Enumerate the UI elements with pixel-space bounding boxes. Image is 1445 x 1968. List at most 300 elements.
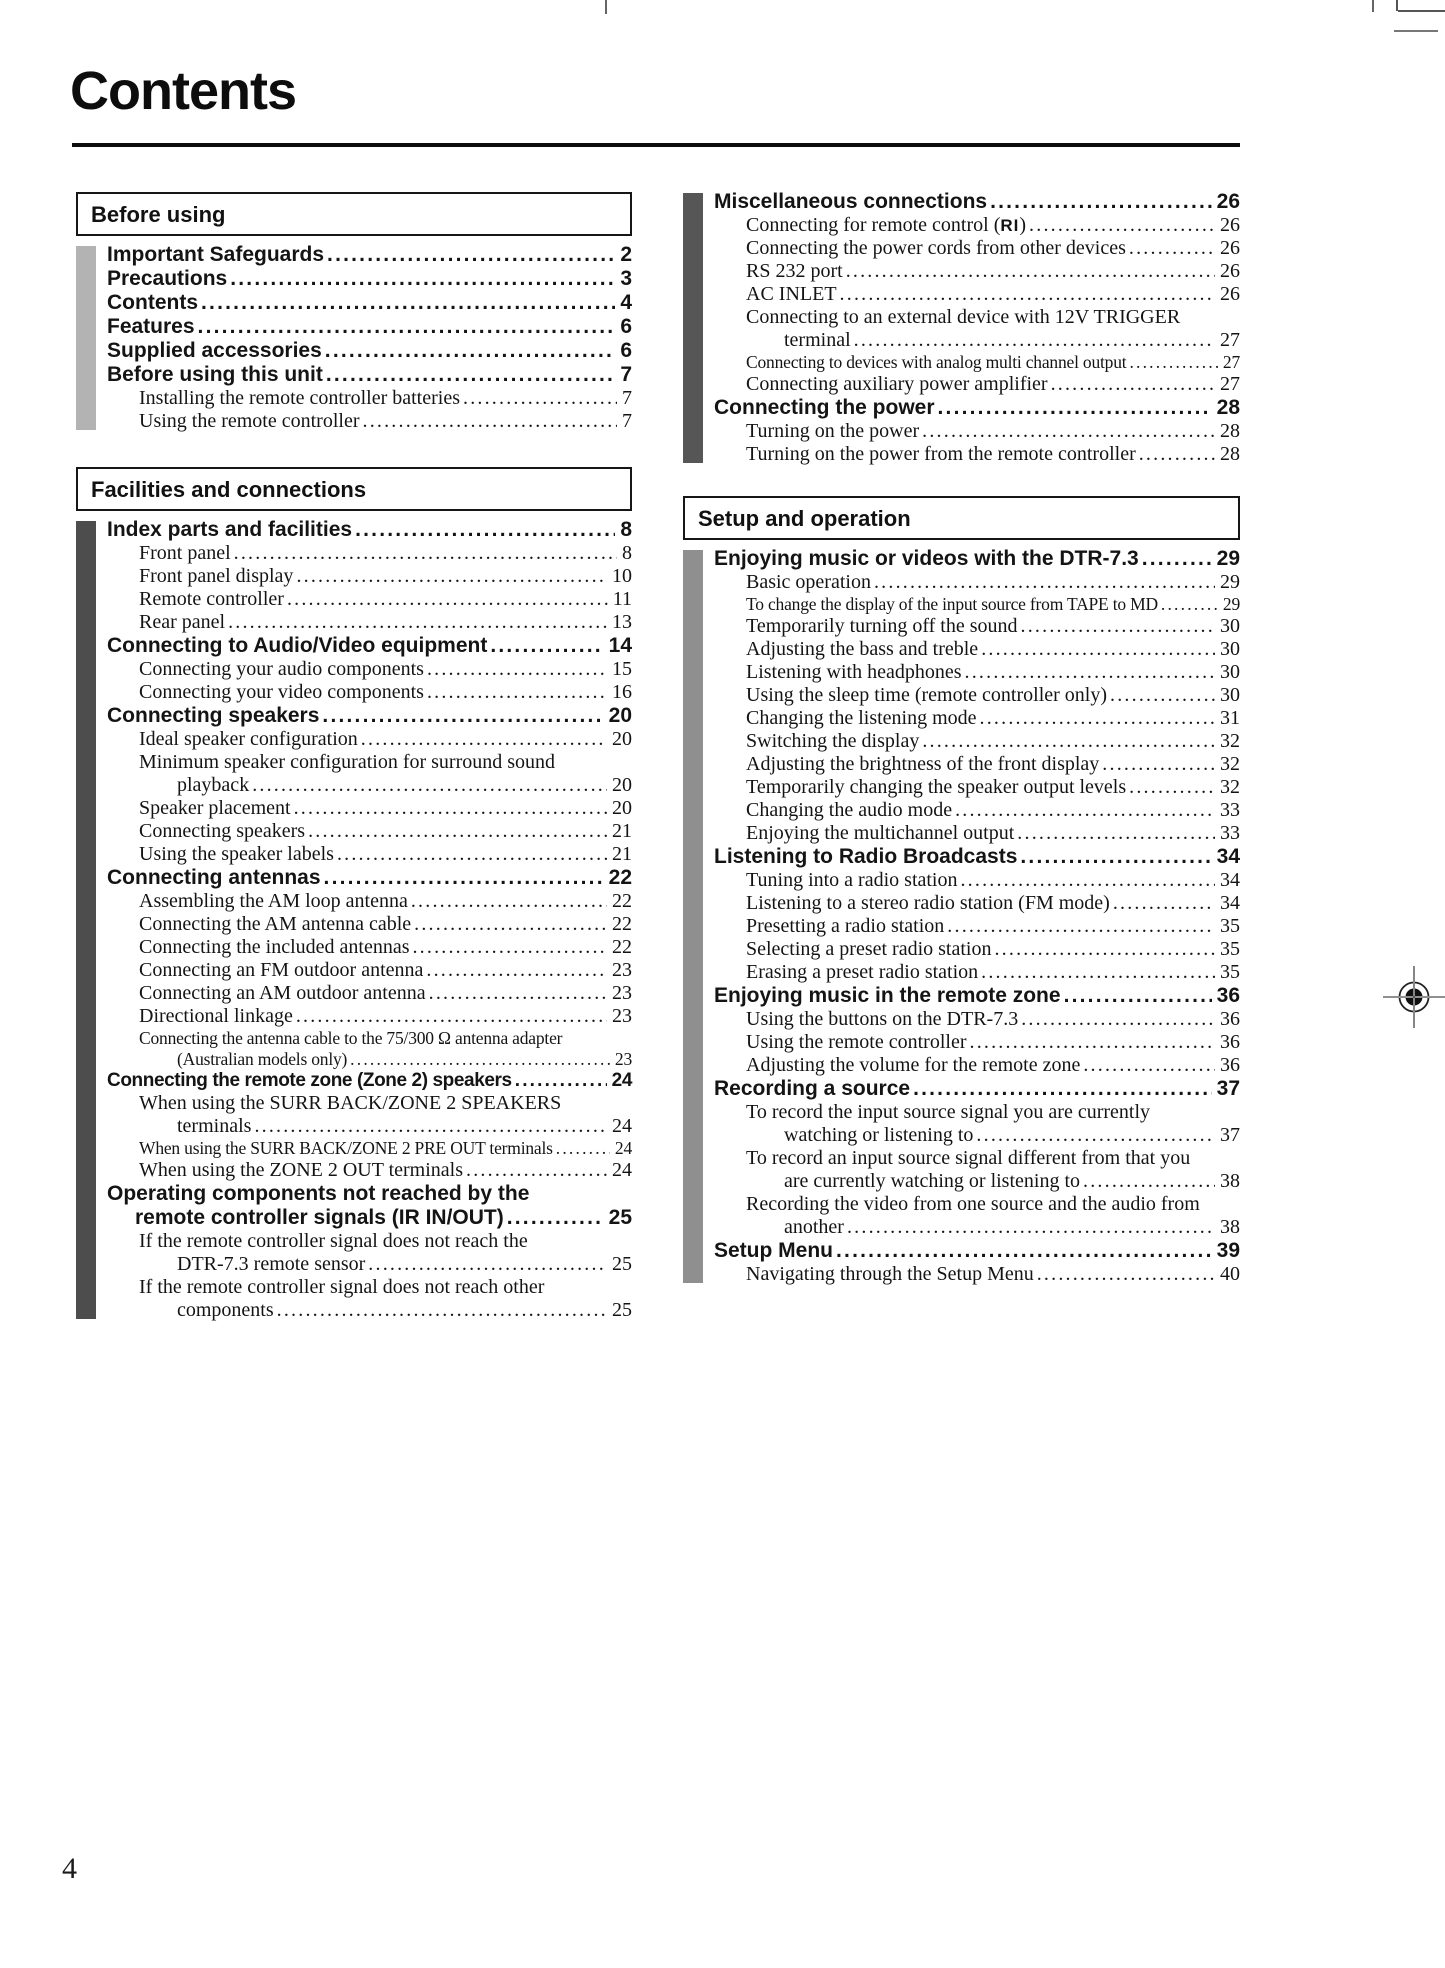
toc-entry-label: Precautions xyxy=(107,267,228,290)
dot-leader xyxy=(1017,822,1215,845)
page-ref: 27 xyxy=(1220,329,1240,351)
toc-entry-row xyxy=(714,984,1240,1008)
toc-entry-label: Erasing a preset radio station xyxy=(746,961,979,983)
toc-entry-row xyxy=(714,396,1240,420)
toc-entry-label: Remote controller xyxy=(139,588,284,610)
dot-leader xyxy=(981,961,1215,984)
dot-leader xyxy=(350,1049,610,1070)
dot-leader xyxy=(970,1031,1216,1054)
dot-leader xyxy=(294,797,607,820)
toc-entry-row xyxy=(746,776,1240,799)
page-ref: 34 xyxy=(1216,845,1240,868)
dot-leader xyxy=(922,730,1215,753)
dot-leader xyxy=(1110,684,1215,707)
dot-leader xyxy=(252,774,607,797)
page-ref: 31 xyxy=(1220,707,1240,729)
toc-entry-label: Speaker placement xyxy=(139,797,291,819)
toc-entry-row xyxy=(746,938,1240,961)
toc-entry-row xyxy=(139,751,632,774)
page-ref: 29 xyxy=(1220,571,1240,593)
toc-entry-row xyxy=(177,1049,632,1070)
dot-leader xyxy=(507,1206,604,1230)
toc-entry-label: Installing the remote controller batteries xyxy=(139,387,460,409)
toc-entry-row xyxy=(784,1170,1240,1193)
toc-entry-row xyxy=(107,704,632,728)
toc-entry-label: Connecting the AM antenna cable xyxy=(139,913,412,935)
toc-entry-label: Basic operation xyxy=(746,571,871,593)
toc-entry-row xyxy=(784,329,1240,352)
toc-entry-row xyxy=(746,799,1240,822)
toc-entry-row xyxy=(746,373,1240,396)
page-ref: 23 xyxy=(612,959,632,981)
toc-entry-label: Switching the display xyxy=(746,730,920,752)
dot-leader xyxy=(938,396,1212,420)
toc-entry-row xyxy=(107,291,632,315)
toc-entry-row xyxy=(139,982,632,1005)
toc-entry-row xyxy=(746,1147,1240,1170)
section-header-facilities: Facilities and connections xyxy=(76,467,632,511)
toc-entry-label: Adjusting the bass and treble xyxy=(746,638,979,660)
dot-leader xyxy=(955,799,1215,822)
page-ref: 32 xyxy=(1220,730,1240,752)
dot-leader xyxy=(854,329,1215,352)
dot-leader xyxy=(254,1115,607,1138)
toc-entry-label: (Australian models only) xyxy=(177,1049,348,1069)
toc-group-setup xyxy=(683,547,1240,1286)
dot-leader xyxy=(1142,547,1212,571)
crop-mark-top-right-d xyxy=(1394,30,1438,32)
toc-entry-label: Miscellaneous connections xyxy=(714,190,988,213)
toc-entry-row xyxy=(746,420,1240,443)
page-ref: 20 xyxy=(612,774,632,796)
page-ref: 3 xyxy=(620,267,632,290)
toc-entry-label: Connecting an AM outdoor antenna xyxy=(139,982,426,1004)
toc-entry-row xyxy=(139,728,632,751)
toc-entry-label: Temporarily turning off the sound xyxy=(746,615,1018,637)
page-ref: 28 xyxy=(1216,396,1240,419)
toc-entry-label: Setup Menu xyxy=(714,1239,833,1262)
dot-leader xyxy=(1064,984,1212,1008)
toc-entry-label: Using the buttons on the DTR-7.3 xyxy=(746,1008,1019,1030)
page-ref: 35 xyxy=(1220,915,1240,937)
page-ref: 22 xyxy=(612,890,632,912)
page-number: 4 xyxy=(62,1852,77,1885)
toc-entry-label: Adjusting the volume for the remote zone xyxy=(746,1054,1081,1076)
page-ref: 8 xyxy=(622,542,632,564)
dot-leader xyxy=(326,363,615,387)
dot-leader xyxy=(1129,776,1215,799)
toc-entry-label: are currently watching or listening to xyxy=(784,1170,1081,1192)
dot-leader xyxy=(1021,1008,1215,1031)
toc-entry-row xyxy=(139,959,632,982)
page-title: Contents xyxy=(70,61,296,121)
crop-mark-top-right-a xyxy=(1372,0,1374,12)
toc-entry-label: Enjoying music in the remote zone xyxy=(714,984,1061,1007)
toc-entry-label: When using the ZONE 2 OUT terminals xyxy=(139,1159,464,1181)
dot-leader xyxy=(836,1239,1212,1263)
toc-entry-row xyxy=(746,352,1240,373)
toc-entry-label: AC INLET xyxy=(746,283,837,305)
toc-entry-row xyxy=(139,843,632,866)
page-ref: 24 xyxy=(612,1159,632,1181)
page-ref: 33 xyxy=(1220,799,1240,821)
toc-entry-row xyxy=(746,869,1240,892)
dot-leader xyxy=(296,1005,607,1028)
page-ref: 34 xyxy=(1220,869,1240,891)
dot-leader xyxy=(325,339,616,363)
section-bar xyxy=(76,521,96,1319)
page-ref: 21 xyxy=(612,820,632,842)
page-ref: 23 xyxy=(612,1005,632,1027)
page-ref: 26 xyxy=(1220,260,1240,282)
toc-entry-label: Assembling the AM loop antenna xyxy=(139,890,408,912)
page-ref: 20 xyxy=(612,797,632,819)
page-ref: 30 xyxy=(1220,661,1240,683)
page-ref: 7 xyxy=(622,410,632,432)
toc-entry-label: Connecting to devices with analog multi channel output xyxy=(746,352,1127,372)
toc-group-miscellaneous xyxy=(683,190,1240,466)
page-ref: 40 xyxy=(1220,1263,1240,1285)
toc-group-before-using xyxy=(76,243,632,433)
toc-entry-label: Features xyxy=(107,315,195,338)
toc-entry-row xyxy=(746,892,1240,915)
toc-entry-label: Minimum speaker configuration for surround sound xyxy=(139,751,556,773)
toc-entry-row xyxy=(139,890,632,913)
toc-entry-row xyxy=(746,1193,1240,1216)
toc-entry-label: To change the display of the input source from TAPE to MD xyxy=(746,594,1158,614)
dot-leader xyxy=(994,938,1215,961)
page-ref: 29 xyxy=(1216,547,1240,570)
toc-column-left xyxy=(76,192,632,1322)
toc-entry-row xyxy=(139,387,632,410)
page-ref: 36 xyxy=(1220,1008,1240,1030)
dot-leader xyxy=(1102,753,1215,776)
toc-entry-label: terminals xyxy=(177,1115,252,1137)
toc-entry-row xyxy=(177,1115,632,1138)
page-ref: 4 xyxy=(620,291,632,314)
toc-entry-row xyxy=(107,866,632,890)
section-header-setup: Setup and operation xyxy=(683,496,1240,540)
toc-entry-row xyxy=(139,913,632,936)
page-ref: 35 xyxy=(1220,961,1240,983)
toc-entry-row xyxy=(107,267,632,291)
toc-entry-label: Changing the audio mode xyxy=(746,799,953,821)
page-ref: 38 xyxy=(1220,1216,1240,1238)
toc-entry-row xyxy=(107,243,632,267)
toc-entry-row xyxy=(107,339,632,363)
toc-entry-row xyxy=(139,936,632,959)
toc-entry-row xyxy=(139,1028,632,1049)
toc-entry-label: To record the input source signal you are currently xyxy=(746,1101,1151,1123)
toc-entry-label: another xyxy=(784,1216,844,1238)
toc-entry-row xyxy=(139,1159,632,1182)
page-ref: 32 xyxy=(1220,776,1240,798)
page-ref: 37 xyxy=(1220,1124,1240,1146)
toc-entry-row xyxy=(746,1101,1240,1124)
page-ref: 36 xyxy=(1220,1054,1240,1076)
page-ref: 35 xyxy=(1220,938,1240,960)
toc-entry-label: Contents xyxy=(107,291,198,314)
toc-entry-label: Listening with headphones xyxy=(746,661,962,683)
toc-entry-row xyxy=(746,915,1240,938)
toc-entry-row xyxy=(139,658,632,681)
toc-entry-label: When using the SURR BACK/ZONE 2 PRE OUT terminals xyxy=(139,1138,553,1158)
dot-leader xyxy=(913,1077,1212,1101)
toc-entry-row xyxy=(139,542,632,565)
dot-leader xyxy=(411,890,607,913)
dot-leader xyxy=(427,681,607,704)
dot-leader xyxy=(296,565,607,588)
toc-entry-row xyxy=(177,774,632,797)
toc-entry-label: Supplied accessories xyxy=(107,339,322,362)
page-ref: 28 xyxy=(1220,420,1240,442)
toc-entry-row xyxy=(746,1263,1240,1286)
page-ref: 25 xyxy=(608,1206,632,1229)
dot-leader xyxy=(490,634,603,658)
toc-entry-label: playback xyxy=(177,774,250,796)
toc-entry-row xyxy=(107,1070,632,1092)
page-ref: 20 xyxy=(612,728,632,750)
toc-entry-label: Enjoying music or videos with the DTR-7.3 xyxy=(714,547,1139,570)
dot-leader xyxy=(947,915,1215,938)
toc-entry-row xyxy=(107,634,632,658)
dot-leader xyxy=(515,1070,607,1092)
dot-leader xyxy=(230,267,615,291)
dot-leader xyxy=(847,1216,1215,1239)
toc-entry-label: remote controller signals (IR IN/OUT) xyxy=(135,1206,504,1229)
toc-entry-label: Directional linkage xyxy=(139,1005,293,1027)
toc-entry-label: Important Safeguards xyxy=(107,243,325,266)
dot-leader xyxy=(368,1253,607,1276)
toc-entry-label: Using the speaker labels xyxy=(139,843,334,865)
toc-entry-row xyxy=(746,961,1240,984)
page-ref: 30 xyxy=(1220,638,1240,660)
toc-entry-label: Using the remote controller xyxy=(139,410,360,432)
toc-entry-label: Temporarily changing the speaker output levels xyxy=(746,776,1127,798)
dot-leader xyxy=(234,542,617,565)
toc-entry-row xyxy=(746,283,1240,306)
dot-leader xyxy=(965,661,1215,684)
dot-leader xyxy=(322,704,603,728)
toc-entry-row xyxy=(177,1299,632,1322)
dot-leader xyxy=(846,260,1215,283)
toc-entry-label: Using the sleep time (remote controller only) xyxy=(746,684,1108,706)
dot-leader xyxy=(1021,615,1215,638)
page-ref: 22 xyxy=(608,866,632,889)
toc-entry-label: Connecting the included antennas xyxy=(139,936,410,958)
page-ref: 2 xyxy=(620,243,632,266)
toc-entry-row xyxy=(746,443,1240,466)
toc-entry-label: If the remote controller signal does not reach the xyxy=(139,1230,528,1252)
dot-leader xyxy=(412,936,607,959)
toc-entry-row xyxy=(784,1124,1240,1147)
dot-leader xyxy=(1051,373,1215,396)
toc-entry-row xyxy=(746,1054,1240,1077)
toc-entry-row xyxy=(107,1182,632,1206)
dot-leader xyxy=(1083,1054,1215,1077)
toc-entry-label: Recording the video from one source and the audio from xyxy=(746,1193,1200,1215)
toc-entry-label: Connecting the remote zone (Zone 2) speakers xyxy=(107,1070,512,1091)
toc-entry-label: Before using this unit xyxy=(107,363,323,386)
toc-entry-label: To record an input source signal different from that you xyxy=(746,1147,1191,1169)
page-ref: 21 xyxy=(612,843,632,865)
toc-entry-row xyxy=(714,1077,1240,1101)
toc-entry-label: Connecting the power cords from other devices xyxy=(746,237,1126,259)
ri-remote-interactive-logo: RI xyxy=(1000,216,1020,235)
page-ref: 20 xyxy=(608,704,632,727)
dot-leader xyxy=(198,315,616,339)
page-ref: 7 xyxy=(622,387,632,409)
dot-leader xyxy=(990,190,1212,214)
dot-leader xyxy=(228,611,607,634)
toc-entry-label: Ideal speaker configuration xyxy=(139,728,358,750)
page-ref: 38 xyxy=(1220,1170,1240,1192)
page-ref: 26 xyxy=(1220,237,1240,259)
dot-leader xyxy=(556,1138,610,1159)
toc-entry-row xyxy=(714,190,1240,214)
page-ref: 39 xyxy=(1216,1239,1240,1262)
section-bar xyxy=(683,193,703,463)
section-bar xyxy=(76,246,96,430)
toc-entry-label: components xyxy=(177,1299,274,1321)
page-ref: 22 xyxy=(612,913,632,935)
toc-entry-label: Front panel display xyxy=(139,565,294,587)
toc-entry-row xyxy=(746,822,1240,845)
toc-entry-row xyxy=(714,547,1240,571)
toc-entry-row xyxy=(139,681,632,704)
dot-leader xyxy=(426,959,607,982)
page-ref: 26 xyxy=(1216,190,1240,213)
toc-entry-row xyxy=(746,306,1240,329)
dot-leader xyxy=(287,588,608,611)
dot-leader xyxy=(1083,1170,1215,1193)
page-ref: 24 xyxy=(614,1138,632,1158)
toc-entry-row xyxy=(746,753,1240,776)
toc-entry-row xyxy=(746,237,1240,260)
page-ref: 15 xyxy=(612,658,632,680)
page-ref: 32 xyxy=(1220,753,1240,775)
page-ref: 8 xyxy=(620,518,632,541)
dot-leader xyxy=(840,283,1215,306)
page-ref: 29 xyxy=(1222,594,1240,614)
toc-entry-row xyxy=(714,1239,1240,1263)
dot-leader xyxy=(1037,1263,1215,1286)
toc-entry-label: Presetting a radio station xyxy=(746,915,945,937)
toc-entry-row xyxy=(746,1008,1240,1031)
toc-entry-label: Connecting speakers xyxy=(139,820,306,842)
page-ref: 11 xyxy=(612,588,632,610)
title-rule xyxy=(72,143,1240,147)
dot-leader xyxy=(981,638,1215,661)
toc-entry-label: Enjoying the multichannel output xyxy=(746,822,1015,844)
dot-leader xyxy=(1020,845,1211,869)
toc-entry-row xyxy=(177,1253,632,1276)
toc-entry-row xyxy=(139,1005,632,1028)
dot-leader xyxy=(874,571,1215,594)
toc-entry-row xyxy=(139,1138,632,1159)
toc-entry-row xyxy=(139,797,632,820)
toc-entry-label: Connecting an FM outdoor antenna xyxy=(139,959,424,981)
toc-entry-label: DTR-7.3 remote sensor xyxy=(177,1253,366,1275)
page-ref: 22 xyxy=(612,936,632,958)
dot-leader xyxy=(355,518,615,542)
toc-entry-label: Connecting to Audio/Video equipment xyxy=(107,634,488,657)
toc-entry-label: Tuning into a radio station xyxy=(746,869,958,891)
toc-entry-row xyxy=(746,615,1240,638)
toc-entry-row xyxy=(135,1206,632,1230)
toc-group-facilities xyxy=(76,518,632,1322)
toc-entry-label: Listening to Radio Broadcasts xyxy=(714,845,1018,868)
toc-entry-row xyxy=(746,684,1240,707)
toc-entry-label: Connecting the antenna cable to the 75/300 Ω antenna adapter xyxy=(139,1028,563,1048)
toc-entry-label: Connecting your audio components xyxy=(139,658,424,680)
dot-leader xyxy=(361,728,607,751)
toc-entry-row xyxy=(139,565,632,588)
toc-entry-row xyxy=(139,820,632,843)
toc-entry-label: Listening to a stereo radio station (FM mode) xyxy=(746,892,1110,914)
toc-entry-label: Connecting speakers xyxy=(107,704,320,727)
toc-entry-label: watching or listening to xyxy=(784,1124,974,1146)
toc-entry-row xyxy=(714,845,1240,869)
page-ref: 24 xyxy=(612,1115,632,1137)
dot-leader xyxy=(976,1124,1215,1147)
toc-entry-row xyxy=(139,1230,632,1253)
dot-leader xyxy=(466,1159,607,1182)
toc-entry-label: Using the remote controller xyxy=(746,1031,967,1053)
toc-entry-label: Recording a source xyxy=(714,1077,911,1100)
toc-entry-row xyxy=(139,1276,632,1299)
toc-entry-row xyxy=(139,588,632,611)
dot-leader xyxy=(324,866,604,890)
dot-leader xyxy=(414,913,607,936)
page-ref: 24 xyxy=(611,1070,632,1091)
page-ref: 28 xyxy=(1220,443,1240,465)
dot-leader xyxy=(308,820,607,843)
page-ref: 27 xyxy=(1222,352,1240,372)
toc-entry-row xyxy=(746,571,1240,594)
page-ref: 34 xyxy=(1220,892,1240,914)
dot-leader xyxy=(201,291,615,315)
toc-entry-row xyxy=(746,661,1240,684)
dot-leader xyxy=(463,387,617,410)
dot-leader xyxy=(363,410,618,433)
toc-entry-label: Connecting antennas xyxy=(107,866,321,889)
toc-entry-label: Navigating through the Setup Menu xyxy=(746,1263,1034,1285)
page-ref: 13 xyxy=(612,611,632,633)
page-ref: 27 xyxy=(1220,373,1240,395)
page-ref: 14 xyxy=(608,634,632,657)
dot-leader xyxy=(1161,594,1218,615)
page-ref: 37 xyxy=(1216,1077,1240,1100)
dot-leader xyxy=(980,707,1215,730)
page-ref: 25 xyxy=(612,1299,632,1321)
dot-leader xyxy=(922,420,1215,443)
page-ref: 25 xyxy=(612,1253,632,1275)
page-ref: 6 xyxy=(620,339,632,362)
page-ref: 30 xyxy=(1220,615,1240,637)
toc-entry-label: Connecting auxiliary power amplifier xyxy=(746,373,1048,395)
dot-leader xyxy=(337,843,607,866)
dot-leader xyxy=(429,982,607,1005)
toc-entry-label: Connecting for remote control (RI) xyxy=(746,214,1027,236)
toc-entry-row xyxy=(746,638,1240,661)
toc-entry-label: Connecting your video components xyxy=(139,681,424,703)
toc-column-right xyxy=(683,190,1240,1286)
toc-entry-row xyxy=(746,730,1240,753)
dot-leader xyxy=(1139,443,1215,466)
dot-leader xyxy=(960,869,1215,892)
toc-entry-row xyxy=(746,214,1240,237)
